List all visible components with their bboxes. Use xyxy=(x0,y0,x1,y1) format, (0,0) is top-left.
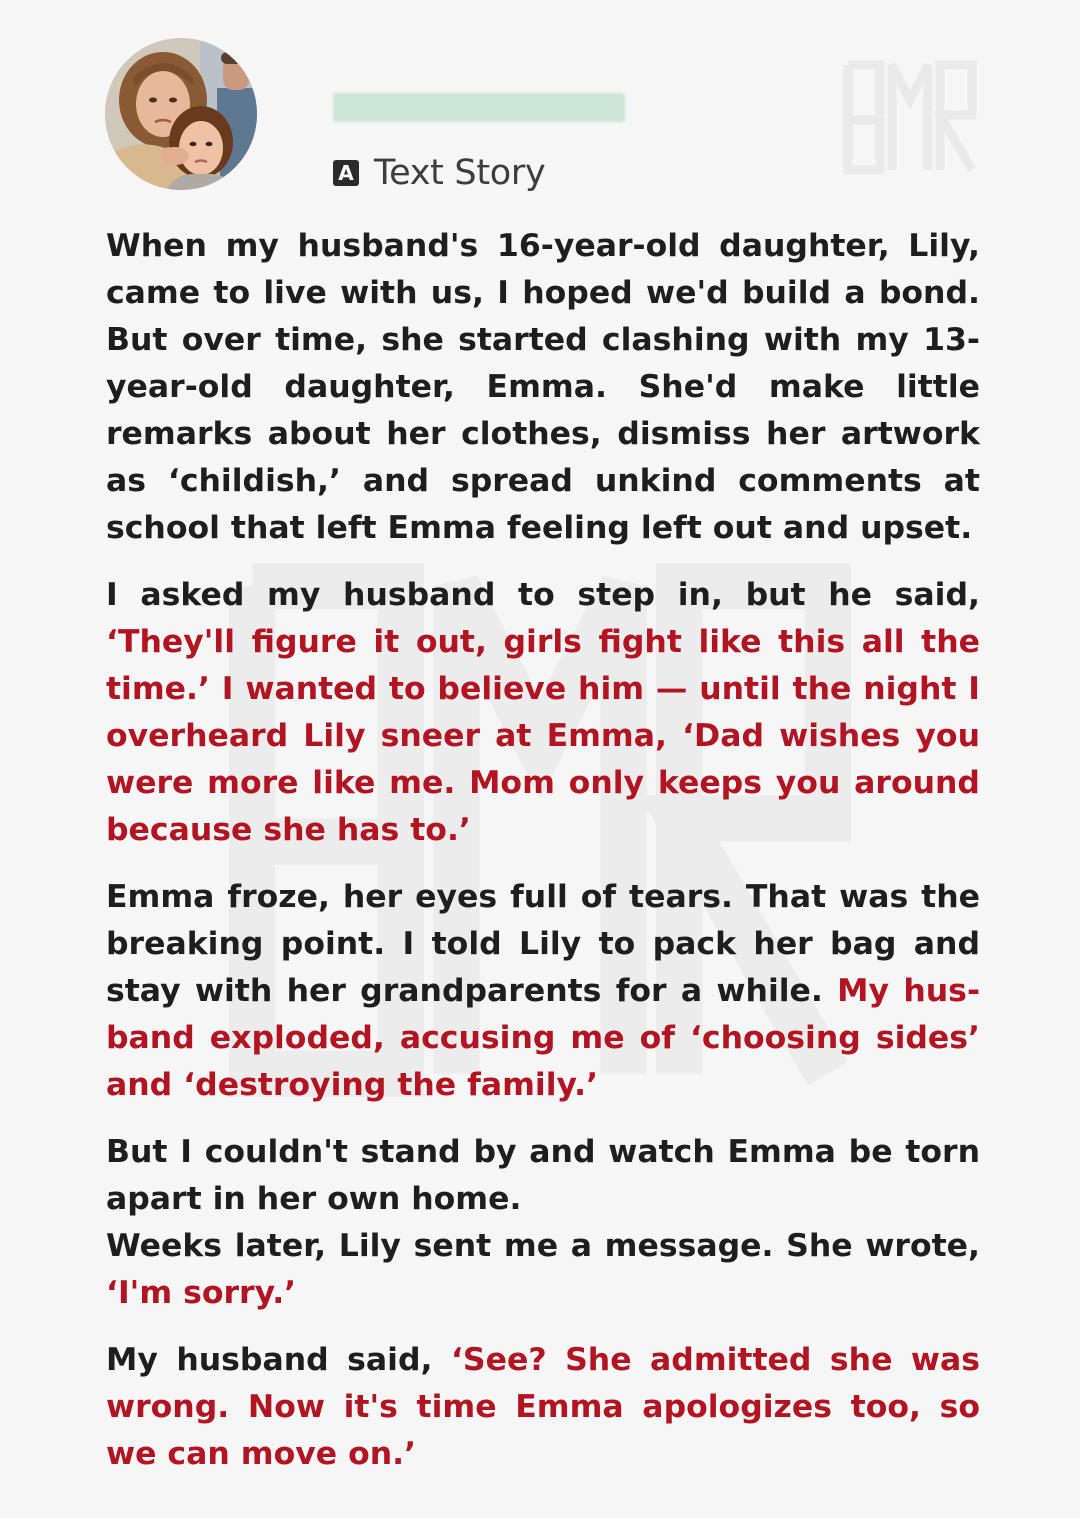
story-text: Emma froze, her eyes full of tears. That was the breaking point. I told Lily to pack her bag and stay with her grandparents for a while. xyxy=(106,879,980,1009)
watermark-logo xyxy=(840,55,980,180)
text-story-icon: A xyxy=(333,160,359,186)
story-paragraph-1 xyxy=(106,223,980,552)
story-quote: ‘I'm sorry.’ xyxy=(106,1275,297,1311)
story-text: But I couldn't stand by and watch Emma be torn apart in her own home. xyxy=(106,1134,980,1217)
story-paragraph-4 xyxy=(106,1129,980,1223)
story-quote: ‘See? She admitted she was wrong. Now it's time Emma apologizes too, so we can move on.’ xyxy=(106,1342,981,1472)
avatar-image xyxy=(105,38,257,190)
story-text: Weeks later, Lily sent me a message. She wrote, xyxy=(106,1228,980,1264)
story-paragraph-2 xyxy=(106,572,980,854)
story-paragraph-5 xyxy=(106,1223,980,1317)
story-paragraph-3 xyxy=(106,874,980,1109)
story-paragraph-6 xyxy=(106,1337,980,1478)
story-text: My husband said, xyxy=(106,1342,433,1378)
story-quote: My husband exploded, accusing me of ‘choosing sides’ and ‘destroying the family.’ xyxy=(106,973,981,1103)
story-type-tag xyxy=(333,150,545,196)
avatar[interactable] xyxy=(105,38,257,190)
story-text: I asked my husband to step in, but he said, xyxy=(106,577,980,613)
author-name-redacted xyxy=(333,93,625,122)
story-type-label: Text Story xyxy=(374,153,546,193)
story-quote: ‘They'll figure it out, girls fight like this all the time.’ I wanted to believe him — until the night I overheard Lily sneer at Emma, ‘Dad wishes you were more like me. Mom only keeps you around because she has to.’ xyxy=(106,624,980,848)
story-text: When my husband's 16-year-old daughter, Lily, came to live with us, I hoped we'd build a bond. But over time, she started clashing with my 13-year-old daughter, Emma. She'd make little remarks about her clothes, dismiss her artwork as ‘childish,’ and spread unkind comments at school that left Emma feeling left out and upset. xyxy=(106,228,980,546)
story-body xyxy=(106,223,980,1498)
